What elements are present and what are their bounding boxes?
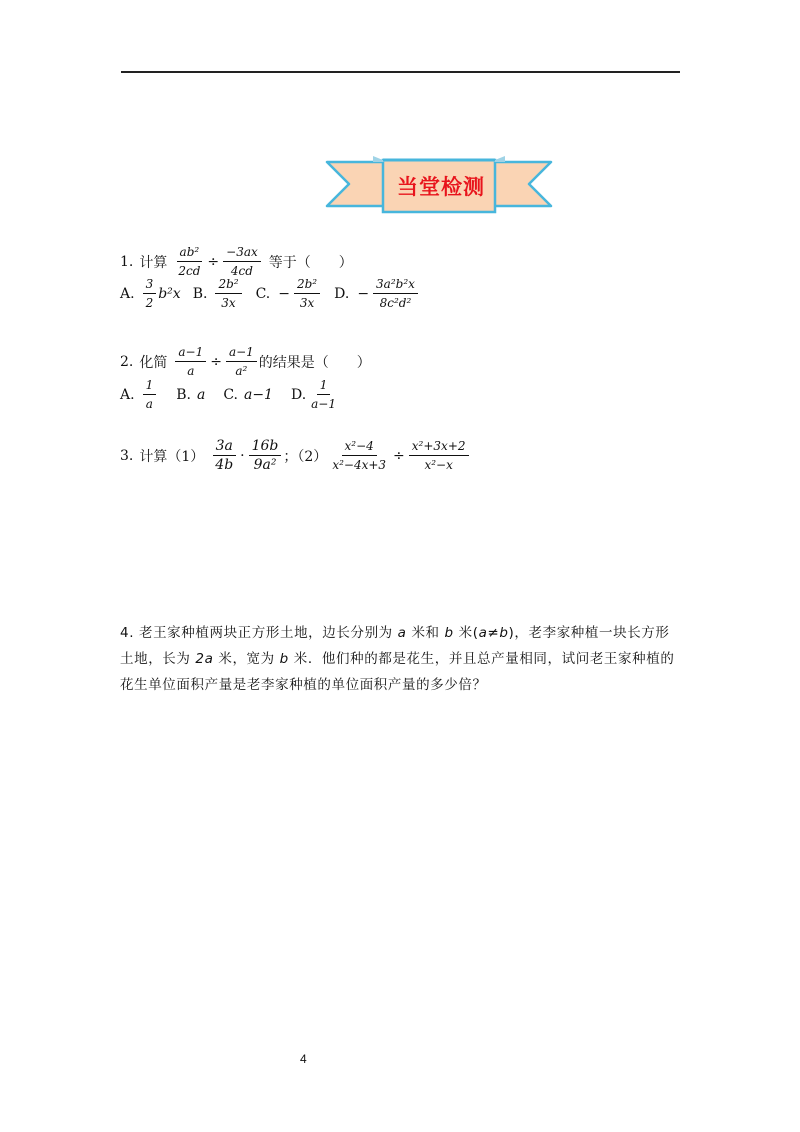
banner-title: 当堂检测 — [397, 175, 485, 199]
q3-fraction-1: $\frac{3a}{4b}$ — [212, 438, 236, 473]
q2-option-d-fraction: $\frac{1}{a-1}$ — [311, 378, 336, 411]
q3-fraction-3: $\frac{\text{x²−4}}{\text{x²−4x+3}}$ — [332, 439, 387, 472]
q1-prefix: 计算 — [139, 254, 168, 271]
q1-option-c-fraction: $\frac{\text{2b²}}{3x}$ — [294, 276, 320, 311]
q1-option-d-fraction: $\frac{\text{3a²b²x}}{\text{8c²d²}}$ — [373, 276, 418, 311]
q2-divide-sign: ÷ — [210, 353, 222, 370]
q1-option-d-label: D. — [334, 285, 350, 302]
q1-number: 1. — [120, 253, 134, 270]
q2-option-b-value: a — [196, 386, 206, 403]
q2-option-a-fraction: $\frac{1}{a}$ — [143, 377, 157, 412]
q1-option-c-sign: − — [278, 285, 290, 302]
q2-fraction-2: $\frac{a-1}{\text{a²}}$ — [226, 344, 257, 379]
q1-fraction-1: $\frac{\text{ab²}}{2cd}$ — [178, 245, 201, 278]
q2-options — [120, 377, 341, 412]
q3-fraction-4: $\frac{\text{x²+3x+2}}{\text{x²−x}}$ — [409, 438, 469, 473]
q1-option-c-label: C. — [255, 285, 271, 302]
q2-option-d-label: D. — [290, 386, 307, 403]
q1-option-a-fraction: $\frac{3}{2}$ — [143, 276, 157, 311]
q1-option-d-sign: − — [357, 285, 370, 302]
q3-stem — [120, 438, 471, 473]
q3-multiply-dot: · — [240, 447, 245, 464]
q1-fraction-2: $\frac{-3ax}{4cd}$ — [223, 244, 261, 279]
q1-stem — [120, 244, 353, 279]
q3-divide-sign: ÷ — [393, 447, 405, 464]
page-number: 4 — [300, 1052, 307, 1066]
q2-prefix: 化简 — [139, 354, 168, 371]
q2-stem — [120, 344, 371, 379]
q4-paragraph: 4. 老王家种植两块正方形土地，边长分别为 a 米和 b 米(a≠b)，老李家种植一块长方形土地，长为 2a 米，宽为 b 米．他们种的都是花生，并且总产量相同，试问老王家种植的花生单位面积产量是老李家种植的单位面积产量的多少倍？ — [120, 625, 675, 693]
q2-option-a-label: A. — [120, 386, 135, 403]
q2-suffix: 的结果是（ ） — [258, 354, 371, 371]
q2-option-c-label: C. — [223, 386, 238, 403]
q1-option-a-label: A. — [120, 285, 135, 302]
q2-option-b-label: B. — [176, 386, 191, 403]
q3-fraction-2: $\frac{16b}{\text{9a²}}$ — [249, 438, 282, 473]
q1-options — [120, 276, 420, 311]
q1-option-a-tail: b²x — [158, 285, 181, 302]
q1-option-b-label: B. — [192, 285, 208, 302]
q1-suffix: 等于（ ） — [268, 254, 353, 271]
q3-number: 3. — [120, 447, 134, 464]
q3-part-separator: ；（2） — [283, 448, 328, 465]
q2-option-c-value: a−1 — [243, 386, 273, 403]
q1-divide-sign: ÷ — [207, 253, 220, 270]
q2-number: 2. — [120, 353, 134, 370]
q3-prefix: 计算（1） — [139, 448, 205, 465]
q1-option-b-fraction: $\frac{\text{2b²}}{3x}$ — [215, 276, 241, 311]
q2-fraction-1: $\frac{a-1}{a}$ — [175, 344, 206, 379]
header-rule — [121, 71, 680, 73]
